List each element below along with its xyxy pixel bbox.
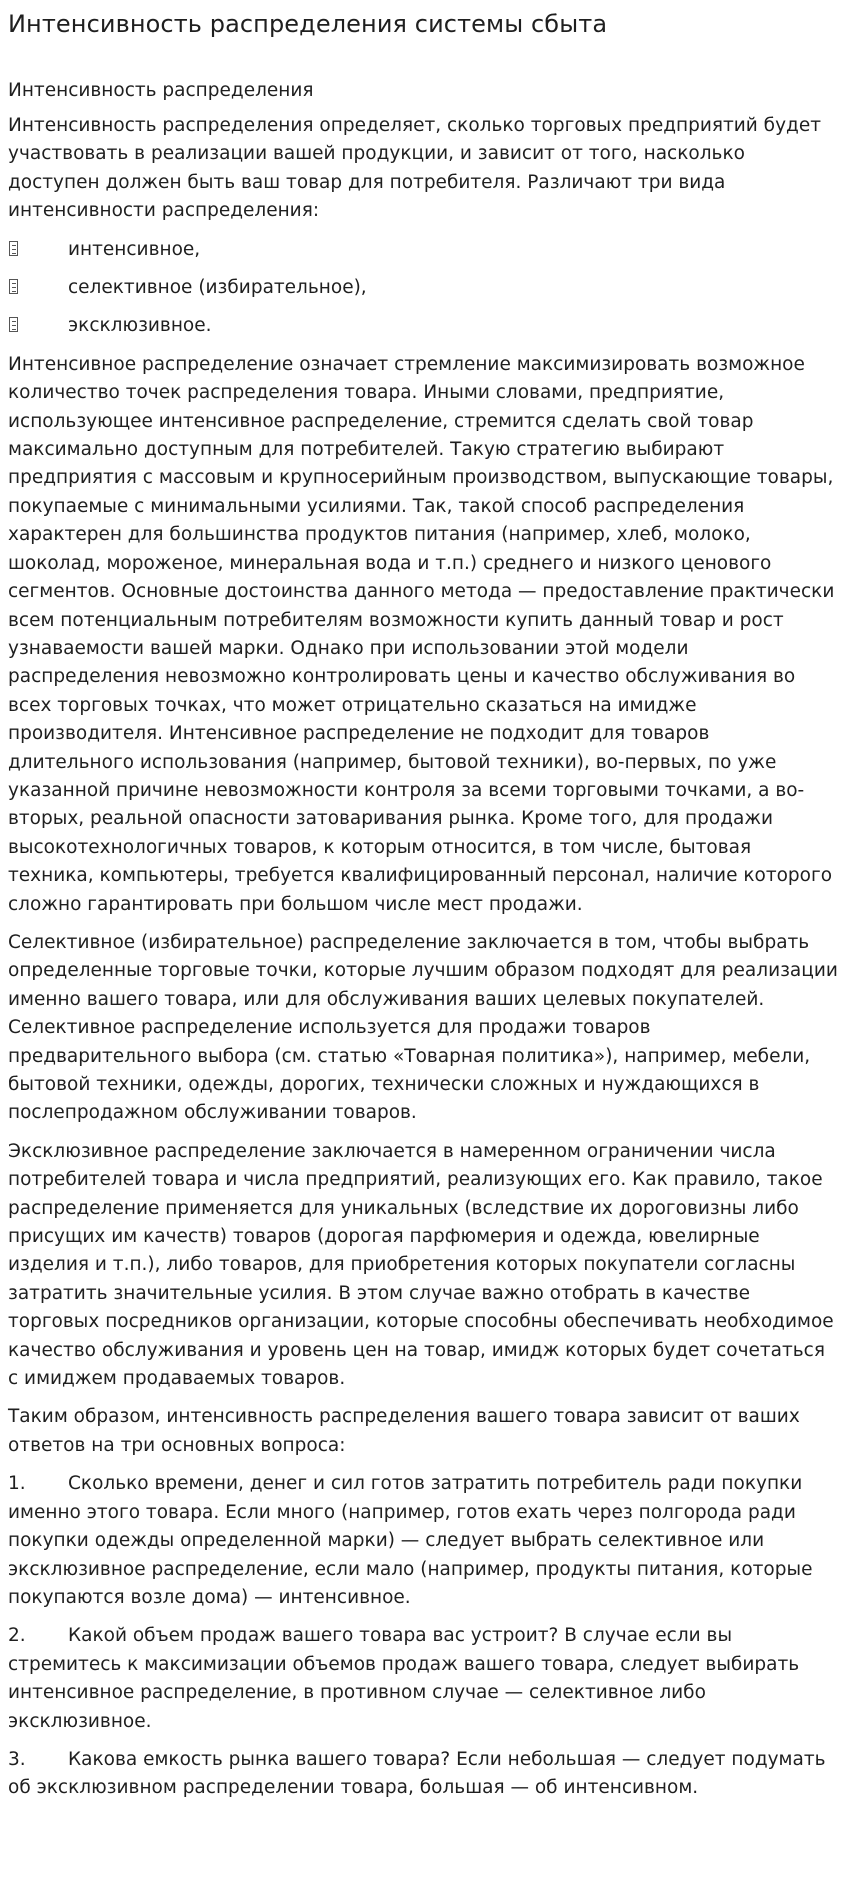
list-item [8, 236, 839, 264]
item-text: Какой объем продаж вашего товара вас устроит? В случае если вы стремитесь к максимизации объемов продаж вашего товара, следует выбирать интенсивное распределение, в противном случае — селективное либо эксклюзивное. [8, 1625, 800, 1732]
item-number: 2. [8, 1625, 26, 1647]
numbered-item [8, 1746, 839, 1803]
missing-glyph-icon [9, 241, 18, 256]
item-number: 1. [8, 1473, 26, 1495]
item-number: 3. [8, 1748, 26, 1770]
paragraph-intensive: Интенсивное распределение означает стремление максимизировать возможное количество точек распределения товара. Иными словами, предприятие, использующее интенсивное распределение, стремится сделать свой товар максимально доступным для потребителей. Такую стратегию выбирают предприятия с массовым и крупносерийным производством, выпускающие товары, покупаемые с минимальными усилиями. Так, такой способ распределения характерен для большинства продуктов питания (например, хлеб, молоко, шоколад, мороженое, минеральная вода и т.п.) среднего и низкого ценового сегментов. Основные достоинства данного метода — предоставление практически всем потенциальным потребителям возможности купить данный товар и рост узнаваемости вашей марки. Однако при использовании этой модели распределения невозможно контролировать цены и качество обслуживания во всех торговых точках, что может отрицательно сказаться на имидже производителя. Интенсивное распределение не подходит для товаров длительного использования (например, бытовой техники), во-первых, по уже указанной причине невозможности контроля за всеми торговыми точками, а во-вторых, реальной опасности затоваривания рынка. Кроме того, для продажи высокотехнологичных товаров, к которым относится, в том числе, бытовая техника, компьютеры, требуется квалифицированный персонал, наличие которого сложно гарантировать при большом числе мест продажи. [8, 353, 835, 915]
list-item-text: селективное (избирательное), [68, 277, 367, 299]
paragraph-selective: Селективное (избирательное) распределение заключается в том, чтобы выбрать определенные торговые точки, которые лучшим образом подходят для реализации именно вашего товара, или для обслуживания ваших целевых покупателей. Селективное распределение используется для продажи товаров предварительного выбора (см. статью «Товарная политика»), например, мебели, бытовой техники, одежды, дорогих, технически сложных и нуждающихся в послепродажном обслуживании товаров. [8, 931, 838, 1124]
section-heading: Интенсивность распределения [8, 80, 314, 101]
missing-glyph-icon [9, 317, 18, 332]
numbered-item [8, 1470, 839, 1612]
intro-paragraph: Интенсивность распределения определяет, сколько торговых предприятий будет участвовать в реализации вашей продукции, и зависит от того, насколько доступен должен быть ваш товар для потребителя. Различают три вида интенсивности распределения: [8, 115, 821, 222]
paragraph-summary: Таким образом, интенсивность распределения вашего товара зависит от ваших ответов на три основных вопроса: [8, 1406, 800, 1456]
list-item-text: эксклюзивное. [68, 315, 212, 337]
list-item [8, 312, 839, 340]
paragraph-exclusive: Эксклюзивное распределение заключается в намеренном ограничении числа потребителей товара и числа предприятий, реализующих его. Как правило, такое распределение применяется для уникальных (вследствие их дороговизны либо присущих им качеств) товаров (дорогая парфюмерия и одежда, ювелирные изделия и т.п.), либо товаров, для приобретения которых покупатели согласны затратить значительные усилия. В этом случае важно отобрать в качестве торговых посредников организации, которые способны обеспечивать необходимое качество обслуживания и уровень цен на товар, имидж которых будет сочетаться с имиджем продаваемых товаров. [8, 1140, 834, 1390]
item-text: Сколько времени, денег и сил готов затратить потребитель ради покупки именно этого товара. Если много (например, готов ехать через полгорода ради покупки одежды определенной марки) — следует выбрать селективное или эксклюзивное распределение, если мало (например, продукты питания, которые покупаются возле дома) — интенсивное. [8, 1473, 813, 1608]
page-title: Интенсивность распределения системы сбыта [8, 10, 608, 38]
numbered-item [8, 1622, 839, 1736]
list-item-text: интенсивное, [68, 238, 201, 260]
list-item [8, 274, 839, 302]
item-text: Какова емкость рынка вашего товара? Если небольшая — следует подумать об эксклюзивном распределении товара, большая — об интенсивном. [8, 1748, 826, 1799]
missing-glyph-icon [9, 279, 18, 294]
